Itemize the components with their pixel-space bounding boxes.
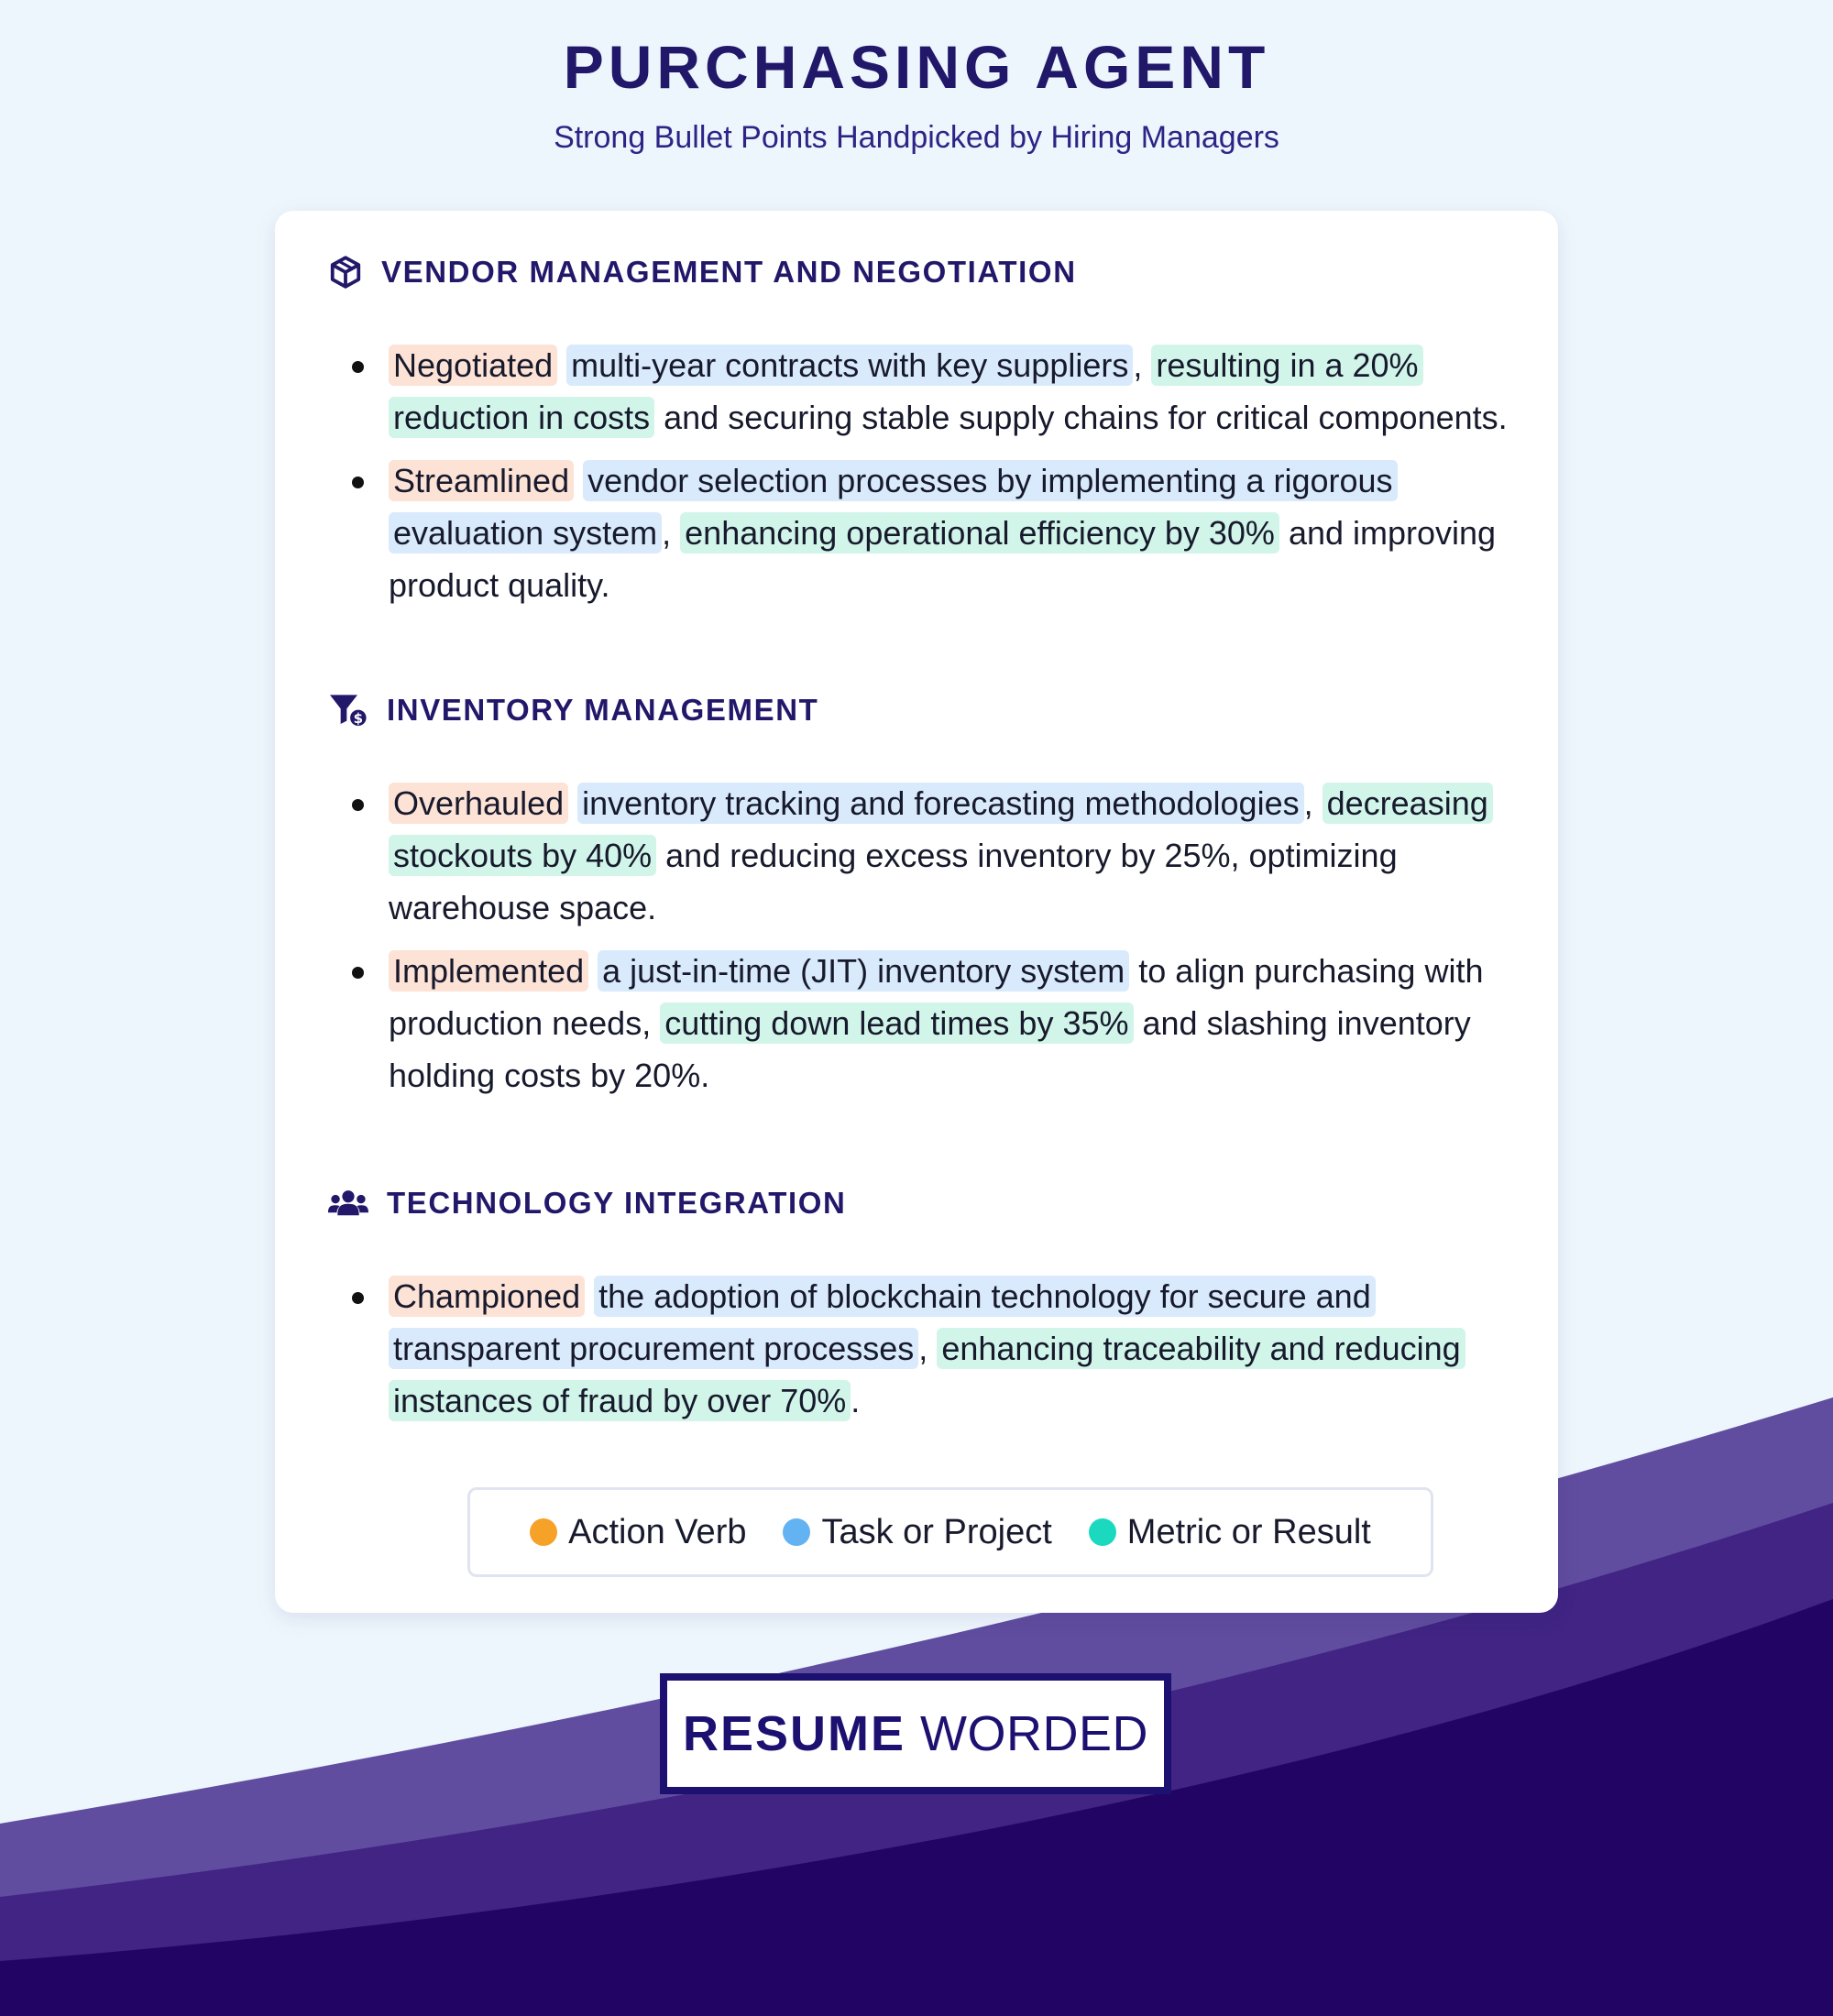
metric-phrase: enhancing operational efficiency by 30% bbox=[680, 512, 1279, 553]
section-title: VENDOR MANAGEMENT AND NEGOTIATION bbox=[381, 255, 1077, 289]
legend-label: Task or Project bbox=[821, 1512, 1052, 1551]
plain-text bbox=[585, 1277, 594, 1315]
bullet-list bbox=[328, 777, 1510, 1101]
page-subtitle: Strong Bullet Points Handpicked by Hiring Managers bbox=[554, 120, 1279, 155]
orange-dot-icon bbox=[530, 1518, 557, 1546]
metric-phrase: enhancing traceability and reducing instances of fraud by over 70% bbox=[389, 1328, 1465, 1421]
legend bbox=[467, 1487, 1433, 1577]
plain-text: , bbox=[662, 514, 681, 552]
action-verb: Overhauled bbox=[389, 783, 568, 824]
action-verb: Streamlined bbox=[389, 460, 574, 501]
section-title: INVENTORY MANAGEMENT bbox=[387, 693, 819, 727]
section-technology-integration bbox=[328, 1182, 1510, 1438]
page-header bbox=[0, 33, 1833, 156]
page-title: PURCHASING AGENT bbox=[563, 33, 1270, 101]
resume-worded-logo[interactable] bbox=[660, 1673, 1171, 1794]
plain-text bbox=[557, 346, 566, 384]
legend-label: Metric or Result bbox=[1126, 1512, 1371, 1551]
task-phrase: the adoption of blockchain technology for secure and transparent procurement processes bbox=[389, 1276, 1376, 1369]
task-phrase: inventory tracking and forecasting methodologies bbox=[577, 783, 1303, 824]
plain-text bbox=[568, 784, 577, 822]
bullet-item bbox=[328, 945, 1510, 1101]
bullet-list bbox=[328, 1270, 1510, 1427]
cube-icon bbox=[328, 255, 363, 290]
bullet-item bbox=[328, 339, 1510, 444]
plain-text: , bbox=[1303, 784, 1323, 822]
svg-text:$: $ bbox=[353, 710, 364, 728]
metric-phrase: resulting in a 20% reduction in costs bbox=[389, 345, 1423, 438]
section-title: TECHNOLOGY INTEGRATION bbox=[387, 1186, 847, 1220]
bullet-points-card bbox=[275, 211, 1558, 1613]
plain-text: , bbox=[1133, 346, 1152, 384]
bullet-list bbox=[328, 339, 1510, 611]
plain-text: and securing stable supply chains for critical components. bbox=[654, 399, 1508, 436]
plain-text: . bbox=[851, 1382, 861, 1419]
funnel-dollar-icon bbox=[328, 692, 368, 729]
task-phrase: vendor selection processes by implementing a rigorous evaluation system bbox=[389, 460, 1398, 553]
logo-bold-text: RESUME bbox=[682, 1706, 906, 1761]
action-verb: Implemented bbox=[389, 950, 588, 992]
users-icon bbox=[328, 1188, 368, 1219]
legend-item-metric bbox=[1089, 1513, 1371, 1552]
legend-label: Action Verb bbox=[568, 1512, 747, 1551]
bullet-item bbox=[328, 777, 1510, 934]
blue-dot-icon bbox=[783, 1518, 810, 1546]
action-verb: Negotiated bbox=[389, 345, 557, 386]
plain-text: and slashing inventory holding costs by 20%. bbox=[389, 1004, 1471, 1094]
task-phrase: a just-in-time (JIT) inventory system bbox=[598, 950, 1129, 992]
metric-phrase: decreasing stockouts by 40% bbox=[389, 783, 1493, 876]
section-vendor-management bbox=[328, 251, 1510, 622]
plain-text bbox=[588, 952, 598, 990]
bullet-item bbox=[328, 1270, 1510, 1427]
action-verb: Championed bbox=[389, 1276, 585, 1317]
task-phrase: multi-year contracts with key suppliers bbox=[566, 345, 1133, 386]
logo-light-text: WORDED bbox=[920, 1706, 1148, 1761]
plain-text: and reducing excess inventory by 25%, optimizing warehouse space. bbox=[389, 837, 1398, 926]
plain-text: and improving product quality. bbox=[389, 514, 1497, 604]
legend-item-task bbox=[783, 1513, 1051, 1552]
section-header bbox=[328, 689, 1510, 731]
legend-item-action bbox=[530, 1513, 746, 1552]
section-header bbox=[328, 251, 1510, 293]
metric-phrase: cutting down lead times by 35% bbox=[660, 1003, 1133, 1044]
plain-text: , bbox=[918, 1330, 938, 1367]
section-inventory-management bbox=[328, 689, 1510, 1112]
bullet-item bbox=[328, 455, 1510, 611]
plain-text bbox=[574, 462, 583, 499]
teal-dot-icon bbox=[1089, 1518, 1116, 1546]
section-header bbox=[328, 1182, 1510, 1224]
plain-text: to align purchasing with production needs, bbox=[389, 952, 1484, 1042]
